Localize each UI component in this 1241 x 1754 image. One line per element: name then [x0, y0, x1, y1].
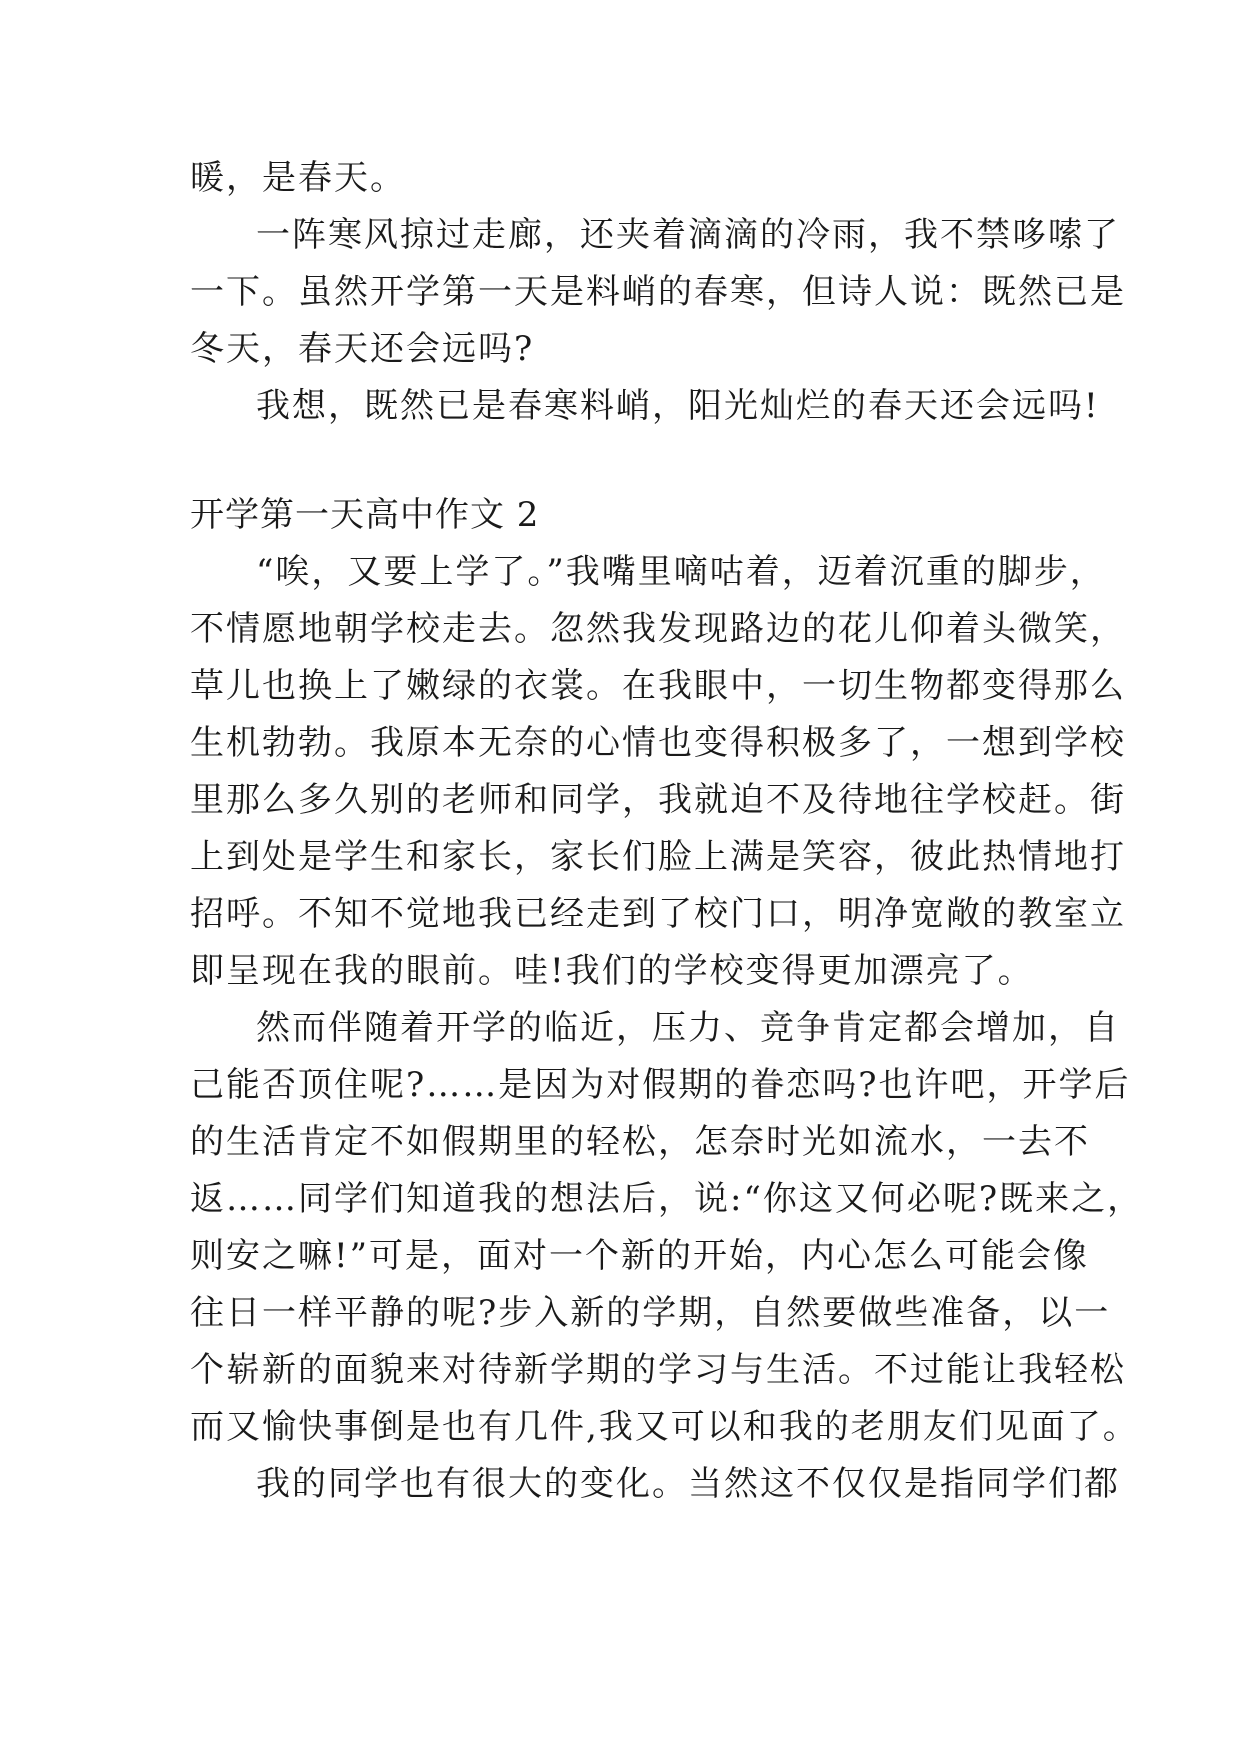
- text-line: 生机勃勃。我原本无奈的心情也变得积极多了，一想到学校: [190, 723, 1126, 763]
- paragraph-gap: [190, 435, 1070, 487]
- text-line: 返……同学们知道我的想法后，说:“你这又何必呢?既来之，: [190, 1179, 1144, 1219]
- section-heading: 开学第一天高中作文 2: [190, 495, 540, 535]
- text-line: 我的同学也有很大的变化。当然这不仅仅是指同学们都: [256, 1464, 1120, 1504]
- text-line: 暖，是春天。: [190, 158, 406, 198]
- document-body: [190, 150, 1144, 1513]
- text-line: 个崭新的面貌来对待新学期的学习与生活。不过能让我轻松: [190, 1350, 1126, 1390]
- text-line: 上到处是学生和家长，家长们脸上满是笑容，彼此热情地打: [190, 837, 1126, 877]
- text-line: 的生活肯定不如假期里的轻松，怎奈时光如流水，一去不: [190, 1122, 1090, 1162]
- text-line: “唉，又要上学了。”我嘴里嘀咕着，迈着沉重的脚步，: [256, 552, 1106, 592]
- text-line: 里那么多久别的老师和同学，我就迫不及待地往学校赶。街: [190, 780, 1126, 820]
- text-line: 而又愉快事倒是也有几件,我又可以和我的老朋友们见面了。: [190, 1407, 1139, 1447]
- text-line: 一阵寒风掠过走廊，还夹着滴滴的冷雨，我不禁哆嗦了: [256, 215, 1120, 255]
- text-line: 己能否顶住呢?……是因为对假期的眷恋吗?也许吧，开学后: [190, 1065, 1131, 1105]
- text-line: 我想，既然已是春寒料峭，阳光灿烂的春天还会远吗!: [256, 386, 1100, 426]
- text-line: 即呈现在我的眼前。哇!我们的学校变得更加漂亮了。: [190, 951, 1034, 991]
- text-line: 不情愿地朝学校走去。忽然我发现路边的花儿仰着头微笑，: [190, 609, 1126, 649]
- text-line: 则安之嘛!”可是，面对一个新的开始，内心怎么可能会像: [190, 1236, 1090, 1276]
- text-line: 往日一样平静的呢?步入新的学期，自然要做些准备，以一: [190, 1293, 1111, 1333]
- text-line: 草儿也换上了嫩绿的衣裳。在我眼中，一切生物都变得那么: [190, 666, 1126, 706]
- text-line: 招呼。不知不觉地我已经走到了校门口，明净宽敞的教室立: [190, 894, 1126, 934]
- text-line: 然而伴随着开学的临近，压力、竞争肯定都会增加，自: [256, 1008, 1120, 1048]
- text-line: 一下。虽然开学第一天是料峭的春寒，但诗人说：既然已是: [190, 272, 1126, 312]
- text-line: 冬天，春天还会远吗?: [190, 329, 535, 369]
